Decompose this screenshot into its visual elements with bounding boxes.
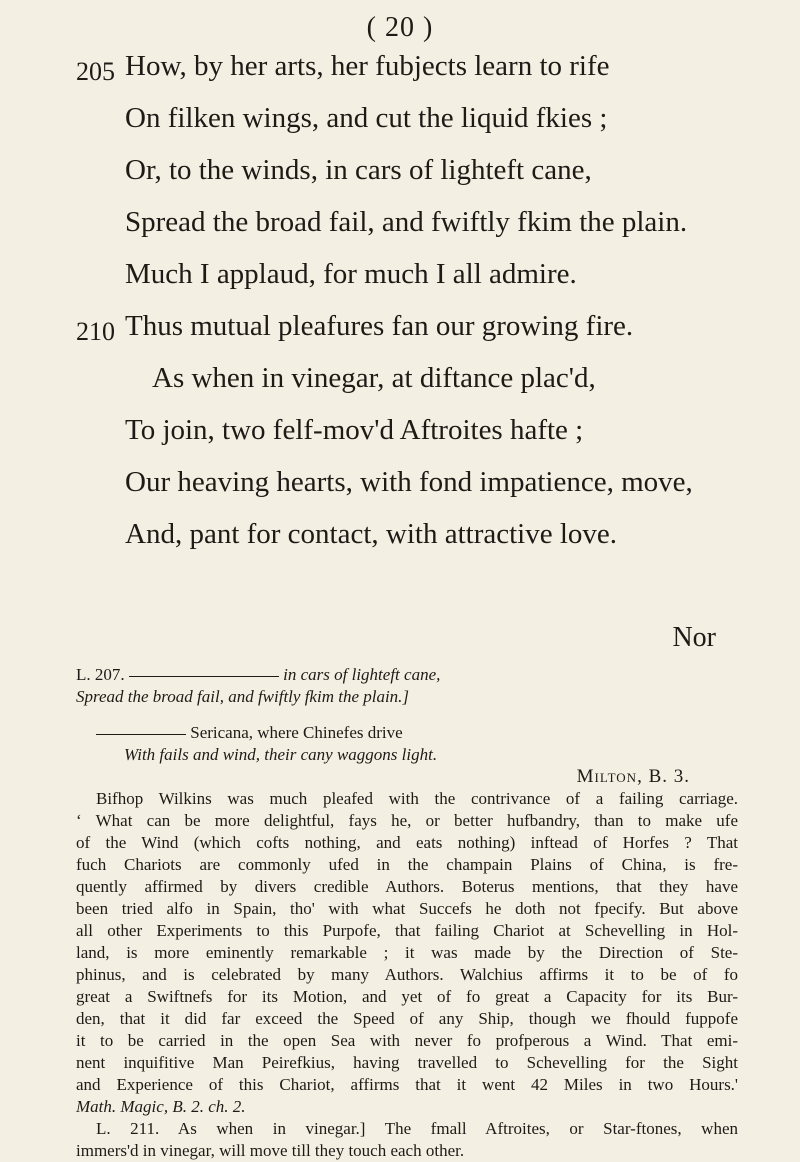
verse-line: [0, 468, 800, 518]
wilkins-line: nent inquifitive Man Peirefkius, having travelled to Schevelling for the Sight: [76, 1053, 738, 1072]
note-207-ref: L. 207.: [76, 665, 125, 684]
verse-line: [0, 364, 800, 414]
wilkins-line: been tried alfo in Spain, tho' with what Succefs he doth not fpecify. But above: [76, 899, 738, 918]
line-number: 210: [76, 317, 115, 346]
milton-quote-line: [76, 722, 738, 744]
citation-text: Milton, B. 3.: [576, 766, 690, 787]
wilkins-line: fuch Chariots are commonly ufed in the champain Plains of China, is fre-: [76, 855, 738, 874]
verse-text: As when in vinegar, at diftance plac'd,: [152, 362, 596, 394]
note-207-line: [76, 664, 738, 686]
verse-line: [0, 208, 800, 258]
wilkins-line: land, is more eminently remarkable ; it was made by the Direction of Ste-: [76, 943, 738, 962]
verse-text: And, pant for contact, with attractive love.: [125, 518, 618, 550]
verse-line: [0, 312, 800, 362]
wilkins-line: all other Experiments to this Purpofe, that failing Chariot at Schevelling in Hol-: [76, 921, 738, 940]
note-211-line: L. 211. As when in vinegar.] The fmall Aftroites, or Star-ftones, when: [96, 1119, 738, 1138]
wilkins-line: and Experience of this Chariot, affirms that it went 42 Miles in two Hours.': [76, 1075, 738, 1094]
note-211-line: immers'd in vinegar, will move till they touch each other.: [76, 1141, 465, 1160]
wilkins-line: great a Swiftnefs for its Motion, and yet of fo great a Capacity for its Bur-: [76, 987, 738, 1006]
wilkins-line: quently affirmed by divers credible Authors. Boterus mentions, that they have: [76, 877, 738, 896]
wilkins-line: den, that it did far exceed the Speed of any Ship, though we fhould fuppofe: [76, 1009, 738, 1028]
verse-line: [0, 416, 800, 466]
verse-text: How, by her arts, her fubjects learn to rife: [125, 50, 610, 82]
milton-citation: [76, 766, 738, 788]
verse-line: [0, 104, 800, 154]
verse-text: To join, two felf-mov'd Aftroites hafte ;: [125, 414, 584, 446]
milton-quote-text: Sericana, where Chinefes drive: [190, 723, 403, 742]
note-207-quote: in cars of lighteft cane,: [283, 665, 441, 684]
catchword: Nor: [672, 622, 716, 653]
milton-quote-text: With fails and wind, their cany waggons light.: [124, 745, 438, 764]
page-number: ( 20 ): [366, 12, 434, 43]
verse-text: Or, to the winds, in cars of lighteft cane,: [125, 154, 592, 186]
verse-line: [0, 52, 800, 102]
wilkins-line: of the Wind (which cofts nothing, and eats nothing) inftead of Horfes ? That: [76, 833, 738, 852]
verse-line: [0, 260, 800, 310]
verse-text: Much I applaud, for much I all admire.: [125, 258, 577, 290]
verse-line: [0, 520, 800, 570]
dash-rule: [129, 676, 279, 677]
note-207-quote-cont: Spread the broad fail, and fwiftly fkim the plain.]: [76, 687, 410, 706]
wilkins-line: it to be carried in the open Sea with never fo profperous a Wind. That emi-: [76, 1031, 738, 1050]
verse-text: Our heaving hearts, with fond impatience, move,: [125, 466, 693, 498]
line-number: 205: [76, 57, 115, 86]
wilkins-line: Bifhop Wilkins was much pleafed with the contrivance of a failing carriage.: [96, 789, 738, 808]
verse-line: [0, 156, 800, 206]
verse-text: Spread the broad fail, and fwiftly fkim the plain.: [125, 206, 688, 238]
wilkins-source: Math. Magic, B. 2. ch. 2.: [76, 1097, 246, 1116]
dash-rule: [96, 734, 186, 735]
wilkins-line: ‘ What can be more delightful, fays he, or better hufbandry, than to make ufe: [76, 811, 738, 830]
verse-text: On filken wings, and cut the liquid fkies ;: [125, 102, 608, 134]
wilkins-line: phinus, and is celebrated by many Authors. Walchius affirms it to be of fo: [76, 965, 738, 984]
verse-text: Thus mutual pleafures fan our growing fire.: [125, 310, 634, 342]
footnotes: [76, 664, 738, 1162]
